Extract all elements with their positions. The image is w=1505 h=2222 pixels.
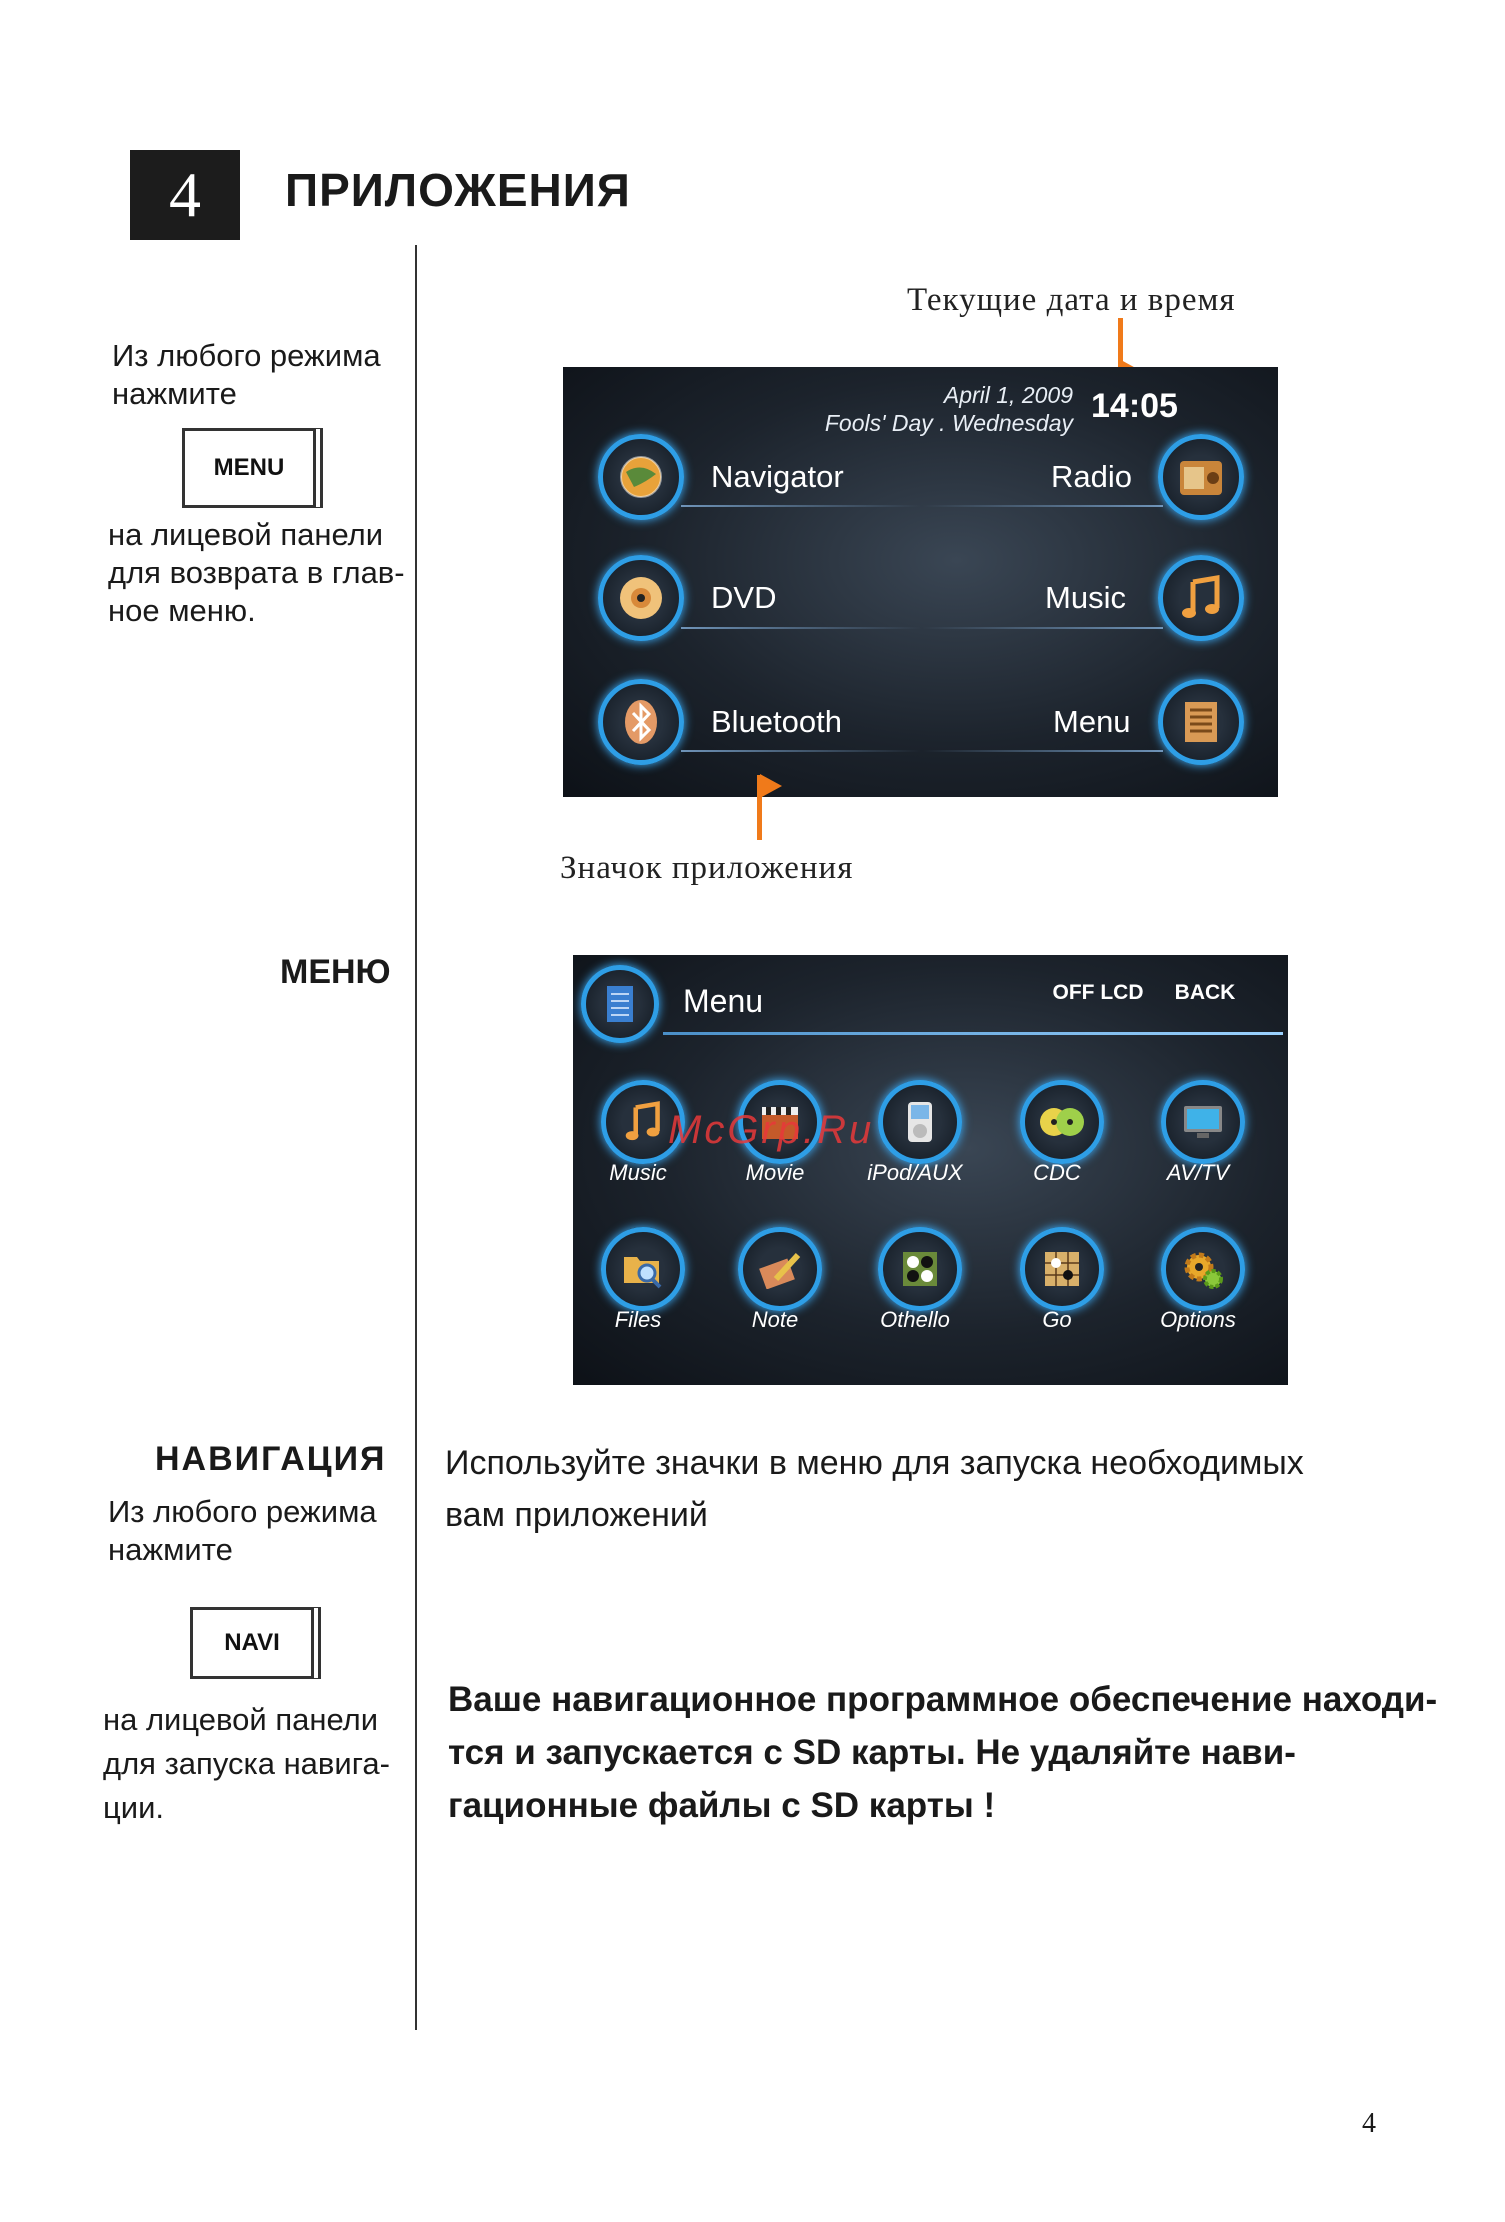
menu-item-label[interactable]: iPod/AUX (867, 1160, 963, 1185)
nav-intro-line: Из любого режима (108, 1494, 377, 1529)
music-note-icon[interactable] (1158, 555, 1244, 641)
navigation-heading: НАВИГАЦИЯ (155, 1440, 387, 1478)
usage-text (445, 1437, 1304, 1541)
menu-item-label[interactable]: AV/TV (1166, 1160, 1230, 1185)
menu-item-label[interactable]: Music (609, 1160, 667, 1185)
menu-screen-title: Menu (683, 983, 764, 1019)
radio-icon[interactable] (1158, 434, 1244, 520)
navi-key-label: NAVI (224, 1629, 280, 1656)
return-line: ное меню. (108, 593, 256, 628)
return-text (108, 516, 405, 630)
datetime-annotation: Текущие дата и время (907, 282, 1236, 318)
back-button[interactable]: BACK (1174, 981, 1236, 1004)
nav-after-line: ции. (103, 1790, 165, 1825)
folder-search-icon[interactable] (601, 1227, 685, 1311)
ipod-icon[interactable] (878, 1080, 962, 1164)
menu-list-icon[interactable] (1158, 679, 1244, 765)
nav-after-line: на лицевой панели (103, 1702, 379, 1737)
date-text: April 1, 2009 (943, 382, 1073, 408)
chapter-number-box (130, 150, 240, 240)
menu-item-label[interactable]: Movie (745, 1160, 805, 1185)
menu-key-label: MENU (213, 454, 285, 481)
app-label-bluetooth[interactable]: Bluetooth (711, 704, 842, 739)
navi-hardware-button (190, 1607, 314, 1679)
separator-line (923, 627, 1163, 629)
screen-date (825, 381, 1073, 437)
bluetooth-icon[interactable] (598, 679, 684, 765)
screen-time: 14:05 (1091, 387, 1178, 425)
intro-text (112, 337, 381, 413)
cd-changer-icon[interactable] (1020, 1080, 1104, 1164)
gears-icon[interactable] (1161, 1227, 1245, 1311)
app-label-navigator[interactable]: Navigator (711, 459, 844, 494)
menu-screen-screenshot (573, 955, 1288, 1385)
warning-line: тся и запускается с SD карты. Не удаляйте нави- (448, 1733, 1296, 1772)
disc-icon[interactable] (598, 555, 684, 641)
menu-item-label[interactable]: CDC (1033, 1160, 1081, 1185)
usage-line: вам приложений (445, 1496, 708, 1534)
menu-hardware-button (182, 428, 316, 508)
separator-line (923, 750, 1163, 752)
intro-line: нажмите (112, 376, 237, 411)
note-pencil-icon[interactable] (738, 1227, 822, 1311)
nav-intro-line: нажмите (108, 1532, 233, 1567)
return-line: на лицевой панели (108, 517, 384, 552)
watermark-text: McGrp.Ru (668, 1108, 875, 1152)
day-text: Fools' Day . Wednesday (824, 410, 1073, 436)
column-divider (415, 245, 417, 2030)
go-board-icon[interactable] (1020, 1227, 1104, 1311)
menu-item-label[interactable]: Othello (880, 1307, 950, 1332)
app-label-radio[interactable]: Radio (1051, 459, 1132, 494)
icon-arrow-head (760, 774, 782, 798)
menu-item-label[interactable]: Note (751, 1307, 799, 1332)
menu-item-label[interactable]: Options (1160, 1307, 1236, 1332)
return-line: для возврата в глав- (108, 555, 405, 590)
menu-item-label[interactable]: Files (614, 1307, 662, 1332)
usage-line: Используйте значки в меню для запуска необходимых (445, 1444, 1304, 1482)
separator-line (681, 750, 921, 752)
intro-line: Из любого режима (112, 338, 381, 373)
icon-annotation: Значок приложения (560, 850, 854, 886)
othello-board-icon[interactable] (878, 1227, 962, 1311)
tv-icon[interactable] (1161, 1080, 1245, 1164)
chapter-number: 4 (169, 159, 201, 230)
nav-after-line: для запуска навига- (103, 1746, 390, 1781)
off-lcd-button[interactable]: OFF LCD (1052, 981, 1144, 1004)
separator-line (923, 505, 1163, 507)
app-label-menu[interactable]: Menu (1053, 704, 1131, 739)
globe-icon[interactable] (598, 434, 684, 520)
separator-line (681, 627, 921, 629)
page-title: ПРИЛОЖЕНИЯ (285, 164, 631, 216)
nav-after-text (103, 1698, 390, 1830)
app-label-music[interactable]: Music (1045, 580, 1126, 615)
menu-item-label[interactable]: Go (1042, 1307, 1072, 1332)
menu-list-icon[interactable] (581, 965, 659, 1043)
main-screen-screenshot (563, 367, 1278, 797)
warning-line: Ваше навигационное программное обеспечение находи- (448, 1680, 1438, 1719)
menu-heading: МЕНЮ (280, 953, 391, 991)
warning-text (448, 1673, 1437, 1832)
app-label-dvd[interactable]: DVD (711, 580, 777, 615)
page-number: 4 (1362, 2108, 1376, 2139)
title-underline (663, 1032, 1283, 1035)
nav-intro-text (108, 1493, 377, 1569)
warning-line: гационные файлы с SD карты ! (448, 1786, 996, 1825)
separator-line (681, 505, 921, 507)
